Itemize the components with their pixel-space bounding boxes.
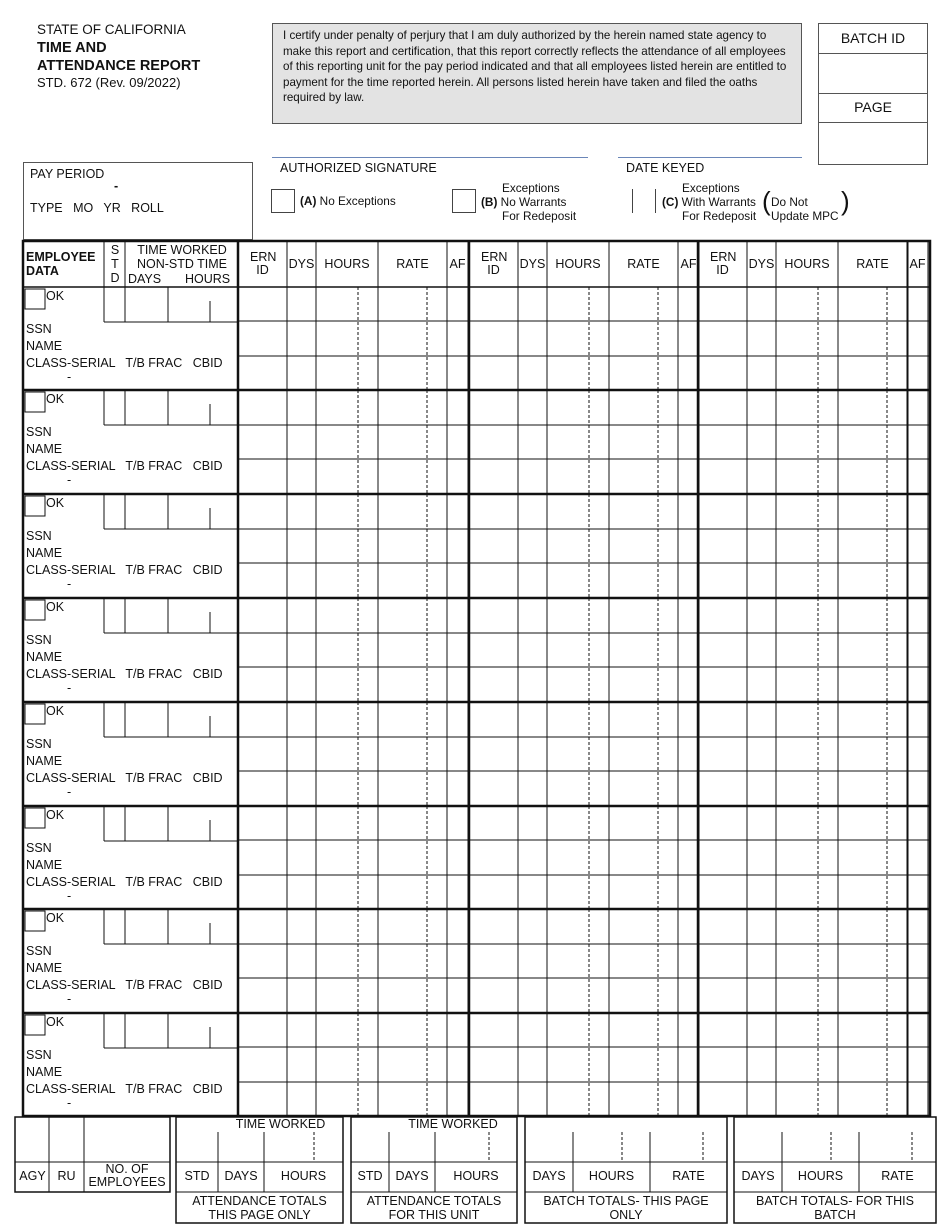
ssn-label: SSN	[26, 425, 52, 439]
class-serial-dash: -	[67, 992, 72, 1006]
totals-caption: ATTENDANCE TOTALS THIS PAGE ONLY	[192, 1194, 327, 1222]
class-serial-dash: -	[67, 681, 72, 695]
batch-id-label: BATCH ID	[840, 30, 906, 46]
ssn-label: SSN	[26, 322, 52, 336]
certification-text: I certify under penalty of perjury that I am duly authorized by the herein named state agency to make this report and certification, that this report correctly reflects the attendance of all employees of this reporting unit for the pay period indicated and that all employees listed herein are entitled to payment for the time reported herein. All persons listed herein have taken and filed the oaths required by law.	[272, 23, 802, 124]
af-header: AF	[449, 257, 466, 271]
class-serial-dash: -	[67, 889, 72, 903]
totals-column-label: STD	[184, 1169, 210, 1183]
class-serial-label: CLASS-SERIAL T/B FRAC CBID	[26, 1082, 223, 1096]
option-c-line3: For Redeposit	[682, 209, 757, 223]
name-label: NAME	[26, 961, 63, 975]
totals-column-label: HOURS	[797, 1169, 844, 1183]
class-serial-dash: -	[67, 473, 72, 487]
ok-label: OK	[46, 289, 65, 303]
pay-period-dash: -	[114, 179, 119, 193]
form-agency: STATE OF CALIFORNIA	[37, 22, 186, 37]
hours-header: HOURS	[324, 257, 370, 271]
dys-header: DYS	[519, 257, 546, 271]
non-std-time-header: NON-STD TIME	[136, 257, 228, 271]
totals-caption: BATCH TOTALS- THIS PAGE ONLY	[543, 1194, 709, 1222]
option-b-line2: No Warrants	[500, 195, 567, 209]
page-label: PAGE	[854, 99, 892, 115]
hours-header: HOURS	[185, 272, 231, 286]
employee-data-header: EMPLOYEE DATA	[26, 250, 96, 278]
ssn-label: SSN	[26, 529, 52, 543]
name-label: NAME	[26, 546, 63, 560]
form-number: STD. 672 (Rev. 09/2022)	[37, 75, 181, 90]
option-c-code: (C)	[662, 195, 679, 209]
ok-label: OK	[46, 808, 65, 822]
ssn-label: SSN	[26, 841, 52, 855]
class-serial-label: CLASS-SERIAL T/B FRAC CBID	[26, 978, 223, 992]
authorized-signature-label: AUTHORIZED SIGNATURE	[280, 161, 437, 175]
agy-label: AGY	[19, 1169, 46, 1183]
ern-id-header: ERN ID	[481, 250, 508, 277]
std-header-t: T	[111, 257, 119, 271]
time-worked-label: TIME WORKED	[408, 1117, 498, 1131]
totals-column-label: DAYS	[532, 1169, 566, 1183]
class-serial-dash: -	[67, 1096, 72, 1110]
option-b-line3: For Redeposit	[502, 209, 577, 223]
date-keyed-label: DATE KEYED	[626, 161, 705, 175]
pay-period-columns: TYPE MO YR ROLL	[30, 201, 164, 215]
totals-column-label: HOURS	[588, 1169, 635, 1183]
option-b-line1: Exceptions	[502, 181, 560, 195]
class-serial-dash: -	[67, 785, 72, 799]
ssn-label: SSN	[26, 1048, 52, 1062]
totals-column-label: DAYS	[395, 1169, 429, 1183]
option-c-note2: Update MPC	[771, 209, 839, 223]
hours-header: HOURS	[555, 257, 601, 271]
form-title-line2: ATTENDANCE REPORT	[37, 58, 201, 74]
ern-id-header: ERN ID	[710, 250, 737, 277]
option-b-code: (B)	[481, 195, 498, 209]
hours-header: HOURS	[784, 257, 830, 271]
ru-label: RU	[57, 1169, 76, 1183]
totals-column-label: STD	[357, 1169, 383, 1183]
ok-label: OK	[46, 392, 65, 406]
totals-column-label: RATE	[881, 1169, 914, 1183]
option-a-code: (A)	[300, 194, 317, 208]
dys-header: DYS	[288, 257, 315, 271]
name-label: NAME	[26, 1065, 63, 1079]
totals-column-label: HOURS	[453, 1169, 499, 1183]
std-header-d: D	[110, 271, 120, 285]
ssn-label: SSN	[26, 944, 52, 958]
class-serial-label: CLASS-SERIAL T/B FRAC CBID	[26, 356, 223, 370]
rate-header: RATE	[627, 257, 660, 271]
class-serial-label: CLASS-SERIAL T/B FRAC CBID	[26, 875, 223, 889]
name-label: NAME	[26, 754, 63, 768]
class-serial-dash: -	[67, 370, 72, 384]
ok-label: OK	[46, 911, 65, 925]
totals-column-label: DAYS	[741, 1169, 775, 1183]
time-worked-header: TIME WORKED	[137, 243, 227, 257]
ssn-label: SSN	[26, 737, 52, 751]
totals-caption: BATCH TOTALS- FOR THIS BATCH	[756, 1194, 914, 1222]
class-serial-label: CLASS-SERIAL T/B FRAC CBID	[26, 563, 223, 577]
totals-caption: ATTENDANCE TOTALS FOR THIS UNIT	[366, 1194, 502, 1222]
class-serial-label: CLASS-SERIAL T/B FRAC CBID	[26, 459, 223, 473]
rate-header: RATE	[856, 257, 889, 271]
pay-period-label: PAY PERIOD	[30, 167, 105, 181]
name-label: NAME	[26, 650, 63, 664]
ok-label: OK	[46, 496, 65, 510]
option-c-line2: With Warrants	[681, 195, 756, 209]
ok-label: OK	[46, 704, 65, 718]
days-header: DAYS	[128, 272, 162, 286]
std-header-s: S	[110, 243, 120, 257]
no-of-employees-label: NO. OF EMPLOYEES	[88, 1162, 166, 1189]
class-serial-label: CLASS-SERIAL T/B FRAC CBID	[26, 667, 223, 681]
class-serial-dash: -	[67, 577, 72, 591]
name-label: NAME	[26, 339, 63, 353]
option-c-line1: Exceptions	[682, 181, 740, 195]
name-label: NAME	[26, 858, 63, 872]
ssn-label: SSN	[26, 633, 52, 647]
name-label: NAME	[26, 442, 63, 456]
totals-column-label: HOURS	[280, 1169, 327, 1183]
ok-label: OK	[46, 1015, 65, 1029]
af-header: AF	[909, 257, 926, 271]
totals-column-label: RATE	[672, 1169, 705, 1183]
option-a-label: No Exceptions	[319, 194, 396, 208]
ok-label: OK	[46, 600, 65, 614]
rate-header: RATE	[396, 257, 429, 271]
time-worked-label: TIME WORKED	[235, 1117, 326, 1131]
totals-column-label: DAYS	[224, 1169, 258, 1183]
af-header: AF	[680, 257, 697, 271]
dys-header: DYS	[748, 257, 775, 271]
form-title-line1: TIME AND	[37, 40, 107, 56]
class-serial-label: CLASS-SERIAL T/B FRAC CBID	[26, 771, 223, 785]
ern-id-header: ERN ID	[250, 250, 277, 277]
option-c-note1: Do Not	[771, 195, 808, 209]
